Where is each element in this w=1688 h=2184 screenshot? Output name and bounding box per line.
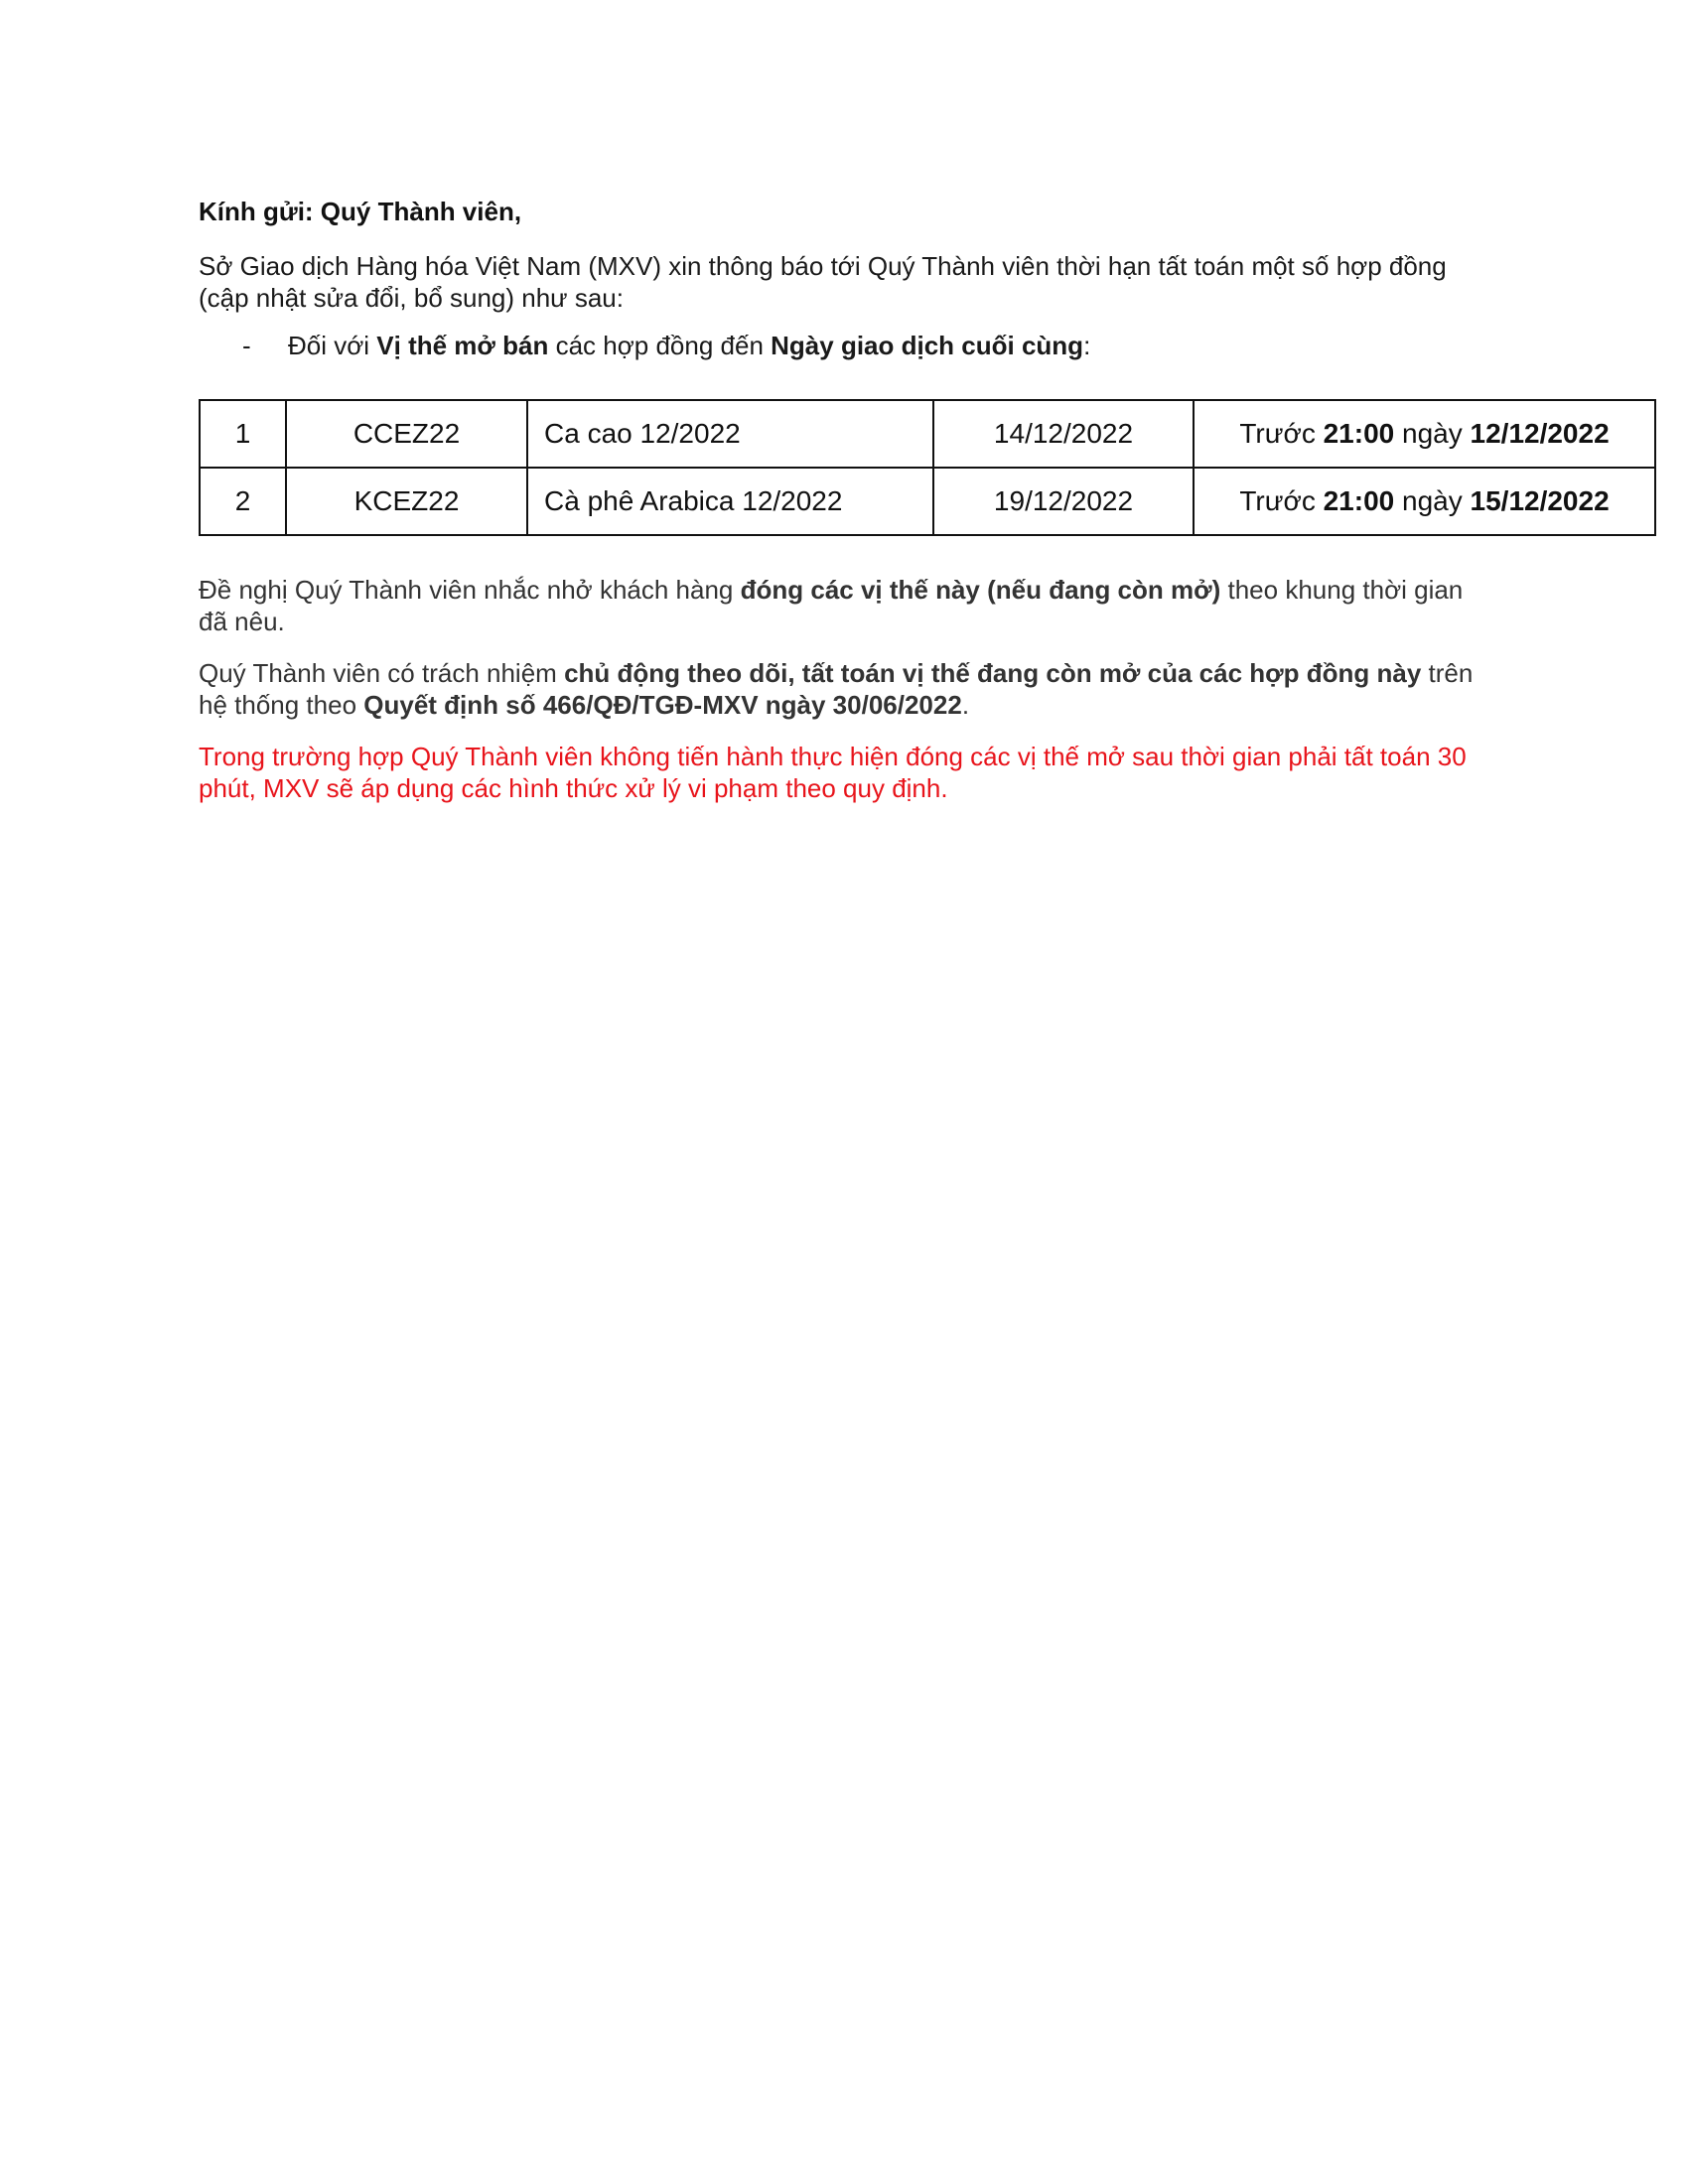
last-trade-date: 14/12/2022 <box>933 400 1194 468</box>
contract-code: KCEZ22 <box>286 468 527 535</box>
deadline-time: 21:00 <box>1323 418 1395 449</box>
bullet-suffix: : <box>1083 331 1091 360</box>
deadline-time: 21:00 <box>1323 485 1395 516</box>
deadline-prefix: Trước <box>1239 485 1324 516</box>
settlement-deadline <box>1194 400 1655 468</box>
request-suffix: theo khung thời gian đã nêu. <box>199 575 1464 636</box>
warning-paragraph: Trong trường hợp Quý Thành viên không tiến hành thực hiện đóng các vị thế mở sau thời gian phải tất toán 30 phút, MXV sẽ áp dụng các hình thức xử lý vi phạm theo quy định. <box>199 742 1467 803</box>
deadline-date: 12/12/2022 <box>1470 418 1610 449</box>
table-row <box>200 400 1655 468</box>
deadline-prefix: Trước <box>1239 418 1324 449</box>
deadline-mid: ngày <box>1394 418 1471 449</box>
table-row <box>200 468 1655 535</box>
request-paragraph <box>199 574 1489 637</box>
responsibility-bold-action: chủ động theo dõi, tất toán vị thế đang còn mở của các hợp đồng này <box>564 658 1422 688</box>
bullet-middle: các hợp đồng đến <box>548 331 772 360</box>
row-number: 2 <box>200 468 286 535</box>
request-prefix: Đề nghị Quý Thành viên nhắc nhở khách hàng <box>199 575 741 605</box>
deadline-mid: ngày <box>1394 485 1471 516</box>
intro-paragraph: Sở Giao dịch Hàng hóa Việt Nam (MXV) xin thông báo tới Quý Thành viên thời hạn tất toán một số hợp đồng (cập nhật sửa đổi, bổ sung) như sau: <box>199 251 1447 313</box>
responsibility-prefix: Quý Thành viên có trách nhiệm <box>199 658 565 688</box>
settlement-deadline <box>1194 468 1655 535</box>
bullet-item <box>199 330 1668 361</box>
contracts-table <box>199 399 1656 536</box>
responsibility-suffix: . <box>961 690 970 720</box>
bullet-dash: - <box>242 331 251 360</box>
contract-name: Ca cao 12/2022 <box>527 400 933 468</box>
row-number: 1 <box>200 400 286 468</box>
contract-name: Cà phê Arabica 12/2022 <box>527 468 933 535</box>
bullet-bold-position: Vị thế mở bán <box>376 331 549 360</box>
bullet-bold-last-trade-day: Ngày giao dịch cuối cùng <box>771 331 1084 360</box>
bullet-prefix: Đối với <box>288 331 377 360</box>
responsibility-middle: trên hệ thống theo <box>199 658 1474 720</box>
decision-reference: Quyết định số 466/QĐ/TGĐ-MXV ngày 30/06/2022 <box>363 690 962 720</box>
responsibility-paragraph <box>199 657 1489 721</box>
request-bold: đóng các vị thế này (nếu đang còn mở) <box>740 575 1221 605</box>
deadline-date: 15/12/2022 <box>1470 485 1610 516</box>
last-trade-date: 19/12/2022 <box>933 468 1194 535</box>
salutation: Kính gửi: Quý Thành viên, <box>199 197 522 226</box>
contract-code: CCEZ22 <box>286 400 527 468</box>
notice-document <box>199 195 1668 824</box>
